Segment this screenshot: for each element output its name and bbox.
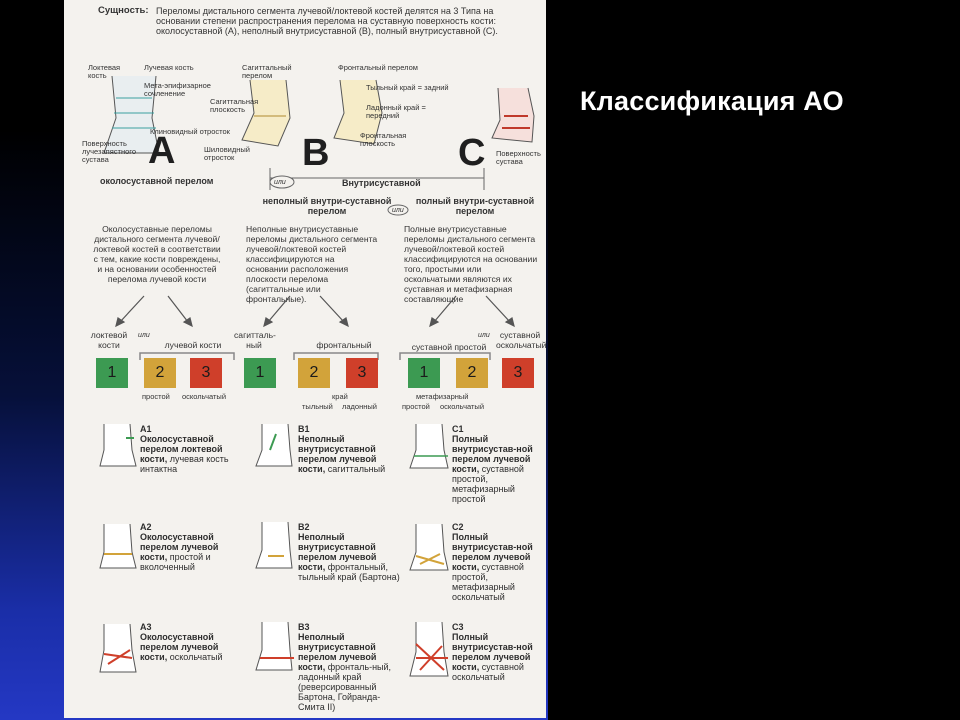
subtype-c1 [452, 424, 542, 504]
subtype-a1-code: A1 [140, 424, 152, 434]
incomplete-label: неполный внутри-суставной перелом [262, 196, 392, 216]
subtype-a2 [140, 522, 244, 572]
label-sagittal-fracture: Сагиттальный перелом [242, 63, 292, 80]
label-wrist-joint: Поверхность лучезапястного сустава [82, 139, 137, 164]
subtype-b2-code: B2 [298, 522, 310, 532]
subtype-c3-title: Полный внутрисустав-ной перелом лучевой кости, [452, 632, 533, 672]
label-styloid: Шиловидный отросток [204, 145, 250, 162]
subtype-a2-code: A2 [140, 522, 152, 532]
group-box-b1: 1 [244, 358, 276, 388]
subtype-c1-code: C1 [452, 424, 464, 434]
label-frontal-plane: Фронтальная плоскость [360, 131, 407, 148]
group-box-b3: 3 [346, 358, 378, 388]
group-box-c1: 1 [408, 358, 440, 388]
subtype-b1-detail: сагиттальный [327, 464, 386, 474]
label-frontal-fracture: Фронтальный перелом [338, 63, 418, 72]
label-palmar-edge: Ладонный край = передний [366, 103, 426, 120]
arrows [64, 292, 546, 332]
or-label-3: или [138, 332, 150, 339]
subtype-a2-title: Околосуставной перелом лучевой кости, [140, 532, 219, 562]
under-label-comminuted: оскольчатый [182, 392, 227, 401]
subtype-b3-code: B3 [298, 622, 310, 632]
subtype-c2-title: Полный внутрисустав-ной перелом лучевой кости, [452, 532, 533, 572]
periarticular-label: околосуставной перелом [100, 176, 214, 186]
subtype-b3 [298, 622, 402, 712]
complete-label: полный внутри-суставной перелом [415, 196, 535, 216]
description-type-b: Неполные внутрисуставные переломы дистального сегмента лучевой/локтевой костей классифицируются на основании расположения плоскости перелома (сагиттальные или фронтальные). [246, 224, 378, 304]
group-label-sagittal: сагитталь-ный [234, 330, 276, 350]
under-label-palmar: ладонный [342, 402, 377, 411]
subtype-c3-code: C3 [452, 622, 464, 632]
intraarticular-label: Внутрисуставной [342, 178, 421, 188]
label-ulna: Локтевая кость [88, 63, 121, 80]
group-label-articular-simple: суставной простой [411, 342, 487, 352]
subtype-a1-detail: лучевая кость интактна [140, 454, 229, 474]
ao-classification-scan [64, 0, 546, 718]
label-radius: Лучевая кость [144, 63, 194, 72]
group-label-articular-comminuted: суставной оскольчатый [496, 330, 546, 350]
type-letter-c: C [458, 132, 486, 174]
subtype-a2-detail: простой и вколоченный [140, 552, 211, 572]
essence-label: Сущность: [98, 5, 149, 16]
subtype-b2-detail: фронтальный, тыльный край (Бартона) [298, 562, 400, 582]
subtype-b3-title: Неполный внутрисуставной перелом лучевой кости, [298, 632, 377, 672]
under-label-simple: простой [142, 392, 170, 401]
subtype-b1 [298, 424, 402, 474]
type-letter-b: B [302, 132, 330, 174]
subtype-b3-detail: фронталь-ный, ладонный край (реверсированный Бартона, Гойранда-Смита II) [298, 662, 392, 712]
subtype-a3-detail: оскольчатый [169, 652, 223, 662]
group-box-b2: 2 [298, 358, 330, 388]
group-label-radius: лучевой кости [164, 340, 222, 350]
subtype-b1-code: B1 [298, 424, 310, 434]
label-wedge-process: Клиновидный отросток [150, 127, 230, 136]
under-label-simple-2: простой [402, 402, 430, 411]
group-box-a2: 2 [144, 358, 176, 388]
slide-title: Классификация АО [580, 86, 844, 116]
subtype-a3 [140, 622, 244, 662]
or-label-1: или [274, 179, 286, 186]
under-label-comminuted-2: оскольчатый [440, 402, 485, 411]
subtype-c3-detail: суставной оскольчатый [452, 662, 524, 682]
group-box-c2: 2 [456, 358, 488, 388]
subtype-a3-title: Околосуставной перелом лучевой кости, [140, 632, 219, 662]
label-metaepiphysis: Мета-эпифизарное сочленение [144, 81, 211, 98]
subtype-c1-title: Полный внутрисустав-ной перелом лучевой кости, [452, 434, 533, 474]
label-joint-surface: Поверхность сустава [496, 149, 541, 166]
subtype-b2-title: Неполный внутрисуставной перелом лучевой кости, [298, 532, 377, 572]
description-type-a: Околосуставные переломы дистального сегмента лучевой/локтевой костей в соответствии с тем, какие кости повреждены, и на основании особенностей перелома лучевой кости [93, 224, 221, 284]
under-label-metaphyseal: метафизарный [416, 392, 469, 401]
subtype-a3-code: A3 [140, 622, 152, 632]
subtype-c1-detail: суставной простой, метафизарный простой [452, 464, 524, 504]
description-type-c: Полные внутрисуставные переломы дистального сегмента лучевой/локтевой костей классифицируются на основании того, простыми или оскольчатыми являются их суставная и метафизарная составляющие [404, 224, 538, 304]
subtype-b2 [298, 522, 402, 582]
label-sagittal-plane: Сагиттальная плоскость [210, 97, 259, 114]
subtype-c2 [452, 522, 542, 602]
essence-text: Переломы дистального сегмента лучевой/локтевой костей делятся на 3 Типа на основании степени распространения перелома на суставную поверхность кости: околосуставной (A), неполный внутрисуставной (B), полный внутрисуставной (C). [156, 6, 498, 36]
group-label-ulna: локтевой кости [90, 330, 128, 350]
or-label-2: или [392, 207, 404, 214]
subtype-b1-title: Неполный внутрисуставной перелом лучевой кости, [298, 434, 377, 474]
under-label-dorsal: тыльный [302, 402, 333, 411]
subtype-c3 [452, 622, 542, 682]
subtype-a1 [140, 424, 244, 474]
type-letter-a: A [148, 130, 176, 172]
subtype-a1-title: Околосуставной перелом локтевой кости, [140, 434, 223, 464]
label-dorsal-edge: Тыльный край = задний [366, 83, 449, 92]
subtype-c2-code: C2 [452, 522, 464, 532]
or-label-4: или [478, 332, 490, 339]
under-label-edge: край [332, 392, 348, 401]
group-box-c3: 3 [502, 358, 534, 388]
group-box-a3: 3 [190, 358, 222, 388]
subtype-c2-detail: суставной простой, метафизарный оскольчатый [452, 562, 524, 602]
group-label-frontal: фронтальный [316, 340, 372, 350]
group-box-a1: 1 [96, 358, 128, 388]
